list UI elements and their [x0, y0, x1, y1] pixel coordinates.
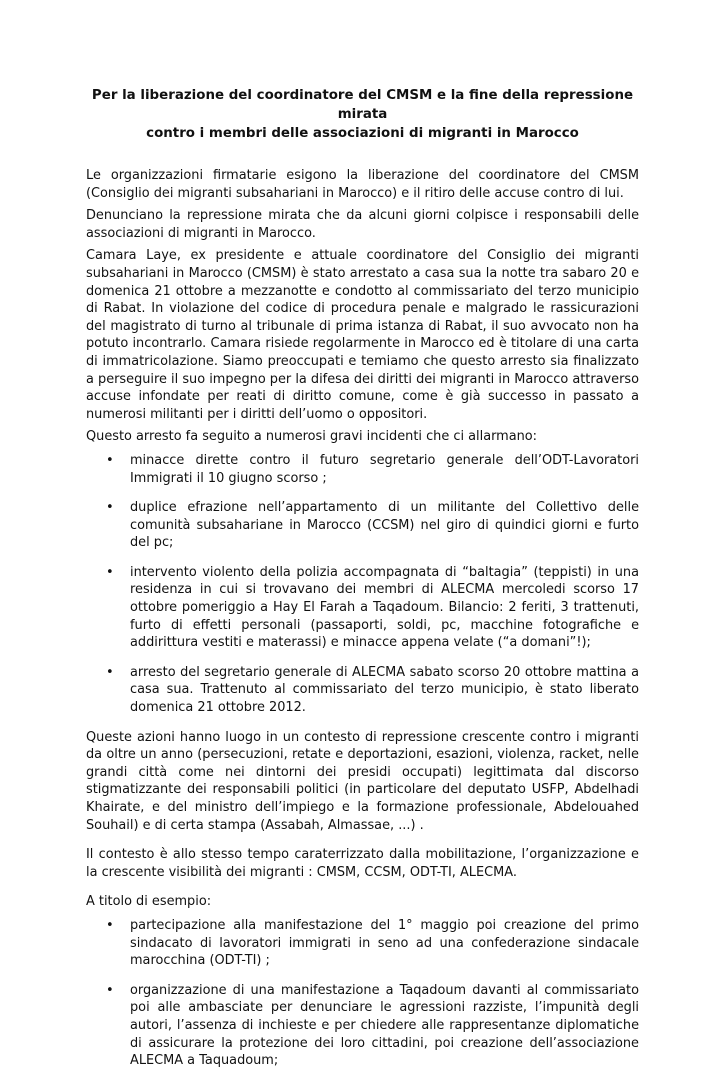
intro-paragraph: Denunciano la repressione mirata che da alcuni giorni colpisce i responsabili delle associazioni di migranti in Marocco. [86, 208, 639, 241]
list-item-text: arresto del segretario generale di ALECMA sabato scorso 20 ottobre mattina a casa sua. Trattenuto al commissariato del terzo municipio, è stato liberato domenica 21 ottobre 2012. [130, 664, 639, 716]
list-item-text: intervento violento della polizia accompagnata di “baltagia” (teppisti) in una residenza in cui si trovavano dei membri di ALECMA mercoledi scorso 17 ottobre pomeriggio a Hay El Farah a Taqadoum. Bilancio: 2 feriti, 3 trattenuti, furto di effetti personali (passaporti, soldi, pc, macchine fotografiche e addirittura vestiti e materassi) e minacce appena velate (“a domani”!); [130, 564, 639, 651]
bullet-icon: • [106, 452, 114, 468]
bullet-icon: • [106, 982, 114, 998]
list-item [86, 982, 639, 1070]
mobilization-paragraph: Il contesto è allo stesso tempo caraterrizzato dalla mobilitazione, l’organizzazione e la crescente visibilità dei migranti : CMSM, CCSM, ODT-TI, ALECMA. [86, 847, 639, 880]
examples-list [86, 917, 639, 1070]
list-item-text: minacce dirette contro il futuro segretario generale dell’ODT-Lavoratori Immigrati il 10 giugno scorso ; [130, 452, 639, 486]
list-item [86, 499, 639, 552]
document-title [86, 86, 639, 143]
intro-paragraph: Le organizzazioni firmatarie esigono la liberazione del coordinatore del CMSM (Consiglio dei migranti subsahariani in Marocco) e il ritiro delle accuse contro di lui. [86, 168, 639, 201]
bullet-icon: • [106, 664, 114, 680]
example-intro: A titolo di esempio: [86, 894, 212, 910]
intro-paragraph: Questo arresto fa seguito a numerosi gravi incidenti che ci allarmano: [86, 429, 538, 445]
list-item [86, 564, 639, 652]
list-item-text: organizzazione di una manifestazione a Taqadoum davanti al commissariato poi alle ambasciate per denunciare le agressioni razziste, l’impunità degli autori, l’assenza di inchieste e per chiedere alle rappresentanze diplomatiche di assicurare la protezione dei loro cittadini, poi creazione dell’associazione ALECMA a Taquadoum; [130, 982, 639, 1069]
list-item [86, 664, 639, 717]
intro-paragraph: Camara Laye, ex presidente e attuale coordinatore del Consiglio dei migranti subsahariani in Marocco (CMSM) è stato arrestato a casa sua la notte tra sabaro 20 e domenica 21 ottobre a mezzanotte e condotto al commissariato del terzo municipio di Rabat. In violazione del codice di procedura penale e malgrado le rassicurazioni del magistrato di turno al tribunale di prima istanza di Rabat, il suo avvocato non ha potuto incontrarlo. Camara risiede regolarmente in Marocco ed è titolare di una carta di immatricolazione. Siamo preoccupati e temiamo che questo arresto sia finalizzato a perseguire il suo impegno per la difesa dei diritti dei migranti in Marocco attraverso accuse infondate per reati di diritto comune, come è già successo in passato a numerosi militanti per i diritti dell’uomo o oppositori. [86, 248, 639, 422]
title-line-2: contro i membri delle associazioni di migranti in Marocco [146, 126, 579, 141]
list-item-text: duplice efrazione nell’appartamento di un militante del Collettivo delle comunità subsahariane in Marocco (CCSM) nel giro di quindici giorni e furto del pc; [130, 500, 639, 551]
incidents-list [86, 452, 639, 717]
title-line-1: Per la liberazione del coordinatore del CMSM e la fine della repressione mirata [91, 88, 634, 122]
context-paragraph: Queste azioni hanno luogo in un contesto di repressione crescente contro i migranti da oltre un anno (persecuzioni, retate e deportazioni, esazioni, violenza, racket, nelle grandi città come nei dintorni dei presidi occupati) legittimata dal discorso stigmatizzante dei responsabili politici (in particolare del deputato USFP, Abdelhadi Khairate, e del ministro dell’impiego e la formazione professionale, Abdelouahed Souhail) e di certa stampa (Assabah, Almassae, ...) . [86, 729, 639, 833]
list-item-text: partecipazione alla manifestazione del 1° maggio poi creazione del primo sindacato di lavoratori immigrati in seno ad una confederazione sindacale marocchina (ODT-TI) ; [130, 917, 639, 969]
bullet-icon: • [106, 917, 114, 933]
list-item [86, 917, 639, 970]
bullet-icon: • [106, 500, 114, 516]
bullet-icon: • [106, 564, 114, 580]
list-item [86, 452, 639, 487]
